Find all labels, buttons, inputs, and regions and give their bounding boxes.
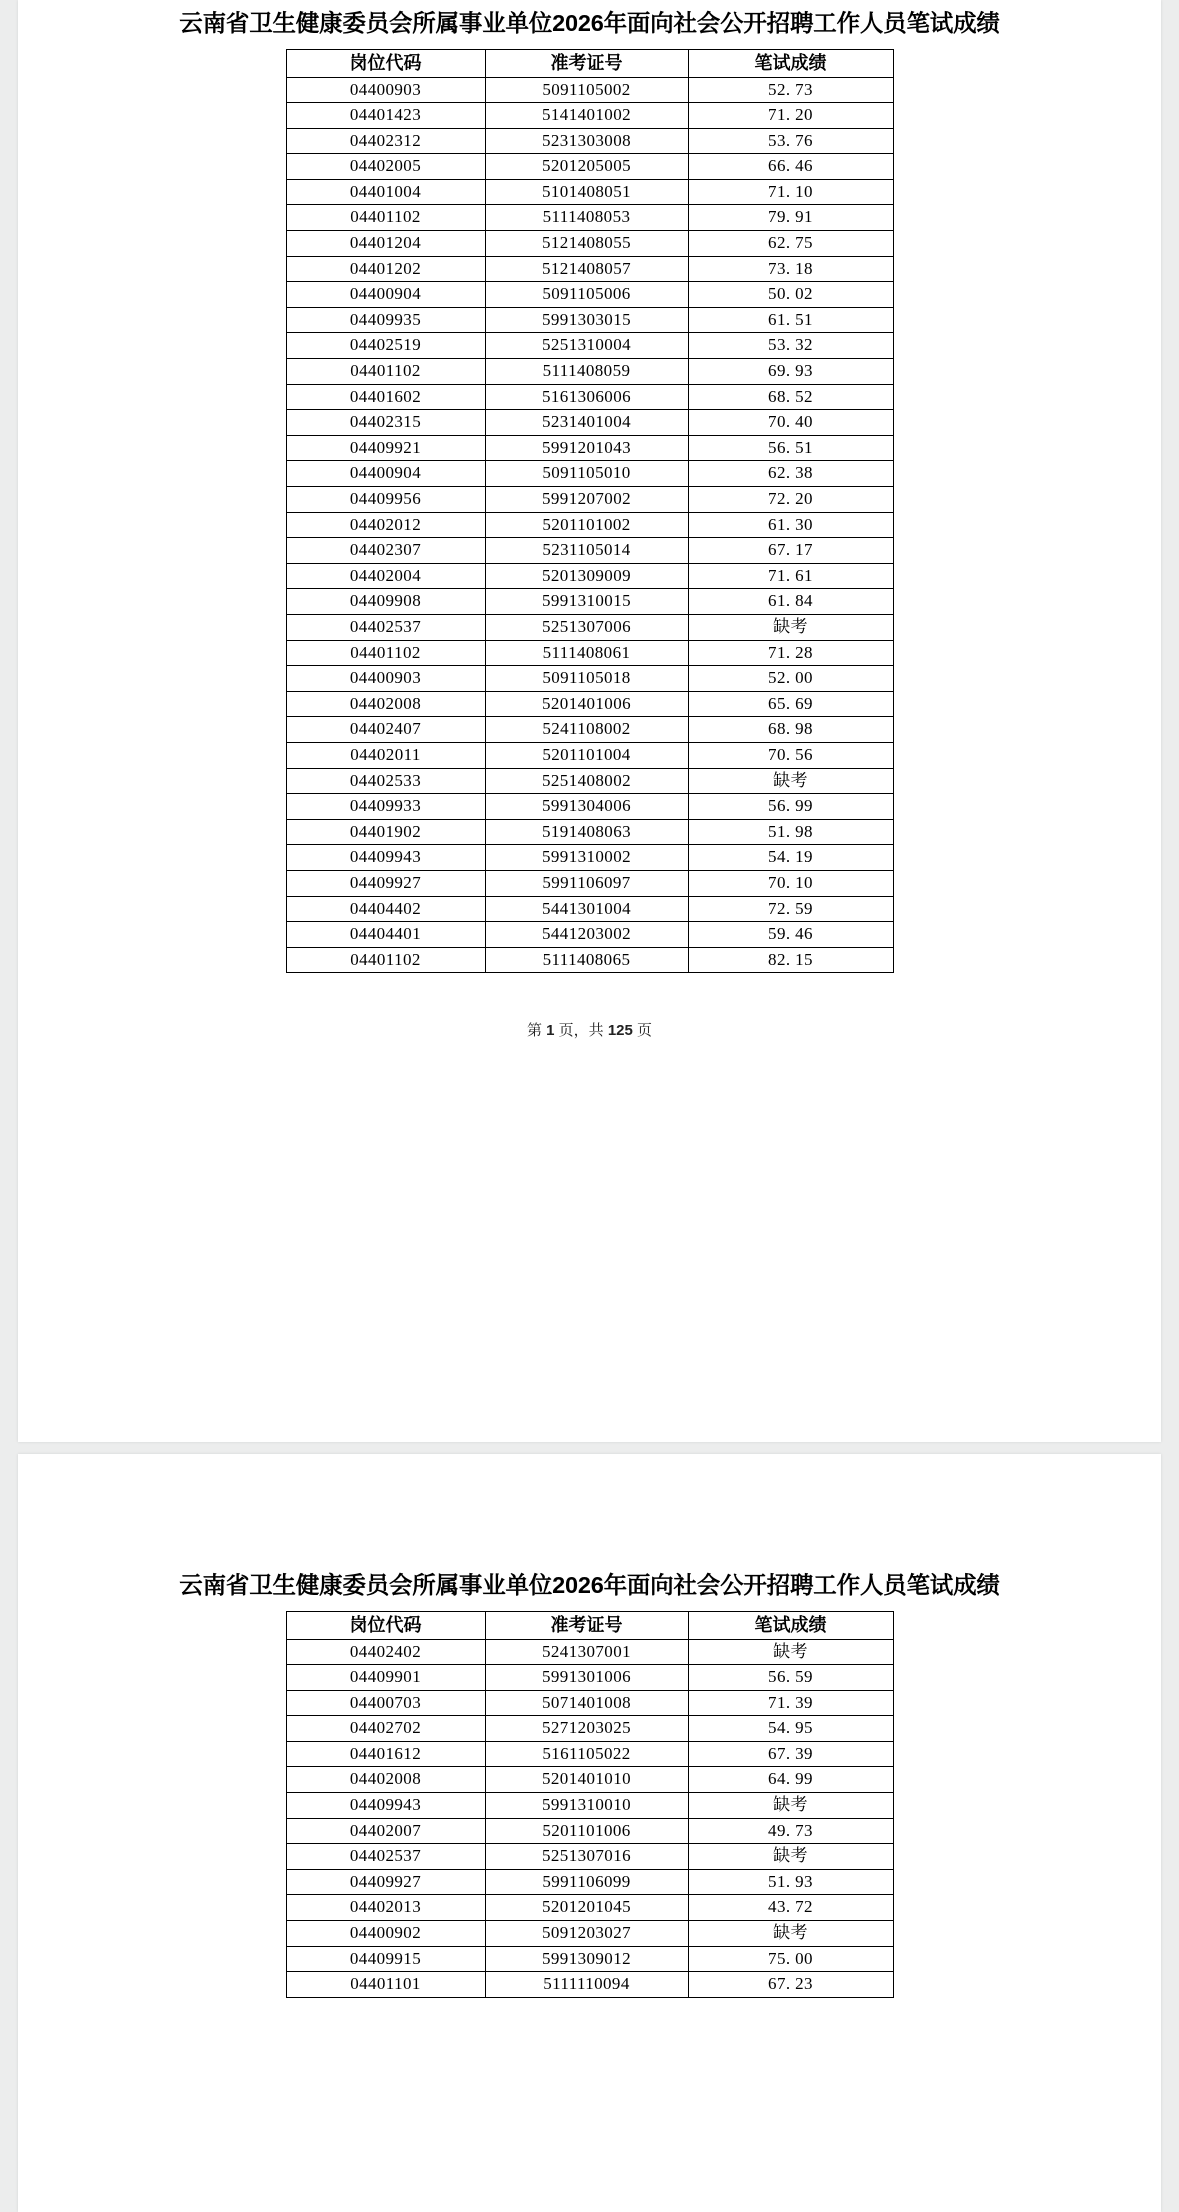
cell-written-score: 66. 46 [688, 154, 893, 180]
cell-job-code: 04401102 [286, 947, 485, 973]
cell-written-score: 68. 98 [688, 717, 893, 743]
table-row [286, 691, 893, 717]
cell-written-score: 82. 15 [688, 947, 893, 973]
cell-ticket-number: 5121408057 [485, 256, 688, 282]
column-header-ticket-number: 准考证号 [485, 49, 688, 77]
table-row [286, 1716, 893, 1742]
cell-written-score: 缺考 [688, 614, 893, 640]
footer-total-pages: 125 [607, 1022, 633, 1040]
table-body-page-1 [286, 77, 893, 973]
table-row [286, 717, 893, 743]
table-row [286, 77, 893, 103]
cell-written-score: 72. 20 [688, 487, 893, 513]
page-title: 云南省卫生健康委员会所属事业单位2026年面向社会公开招聘工作人员笔试成绩 [179, 10, 1000, 36]
table-row [286, 947, 893, 973]
cell-job-code: 04409921 [286, 435, 485, 461]
table-row [286, 128, 893, 154]
table-row [286, 614, 893, 640]
cell-job-code: 04409901 [286, 1665, 485, 1691]
table-row [286, 794, 893, 820]
cell-job-code: 04409943 [286, 845, 485, 871]
page-2-title-wrap [18, 1454, 1161, 1611]
cell-ticket-number: 5111408059 [485, 359, 688, 385]
table-row [286, 1665, 893, 1691]
cell-written-score: 62. 38 [688, 461, 893, 487]
cell-written-score: 53. 76 [688, 128, 893, 154]
cell-written-score: 56. 59 [688, 1665, 893, 1691]
cell-ticket-number: 5091105002 [485, 77, 688, 103]
cell-written-score: 70. 40 [688, 410, 893, 436]
cell-written-score: 70. 10 [688, 870, 893, 896]
cell-ticket-number: 5241108002 [485, 717, 688, 743]
cell-ticket-number: 5091105006 [485, 282, 688, 308]
table-row [286, 231, 893, 257]
table-row [286, 563, 893, 589]
cell-ticket-number: 5441301004 [485, 896, 688, 922]
cell-written-score: 71. 10 [688, 179, 893, 205]
cell-job-code: 04409943 [286, 1793, 485, 1819]
table-row [286, 461, 893, 487]
cell-ticket-number: 5271203025 [485, 1716, 688, 1742]
cell-job-code: 04402012 [286, 512, 485, 538]
table-row [286, 410, 893, 436]
table-row [286, 1741, 893, 1767]
column-header-job-code: 岗位代码 [286, 1611, 485, 1639]
cell-job-code: 04402307 [286, 538, 485, 564]
cell-ticket-number: 5231105014 [485, 538, 688, 564]
table-row [286, 1921, 893, 1947]
cell-written-score: 65. 69 [688, 691, 893, 717]
cell-job-code: 04409933 [286, 794, 485, 820]
cell-job-code: 04401902 [286, 819, 485, 845]
cell-ticket-number: 5101408051 [485, 179, 688, 205]
cell-ticket-number: 5991303015 [485, 307, 688, 333]
table-row [286, 1946, 893, 1972]
table-row [286, 1793, 893, 1819]
column-header-ticket-number: 准考证号 [485, 1611, 688, 1639]
table-row [286, 307, 893, 333]
table-row [286, 282, 893, 308]
cell-job-code: 04401602 [286, 384, 485, 410]
cell-job-code: 04401202 [286, 256, 485, 282]
cell-job-code: 04400703 [286, 1690, 485, 1716]
table-row [286, 768, 893, 794]
table-row [286, 154, 893, 180]
table-row [286, 1844, 893, 1870]
cell-job-code: 04409956 [286, 487, 485, 513]
table-row [286, 487, 893, 513]
cell-job-code: 04402008 [286, 1767, 485, 1793]
cell-written-score: 71. 61 [688, 563, 893, 589]
table-row [286, 205, 893, 231]
cell-written-score: 56. 51 [688, 435, 893, 461]
cell-job-code: 04400903 [286, 666, 485, 692]
cell-job-code: 04401101 [286, 1972, 485, 1998]
document-page-2 [18, 1454, 1161, 2212]
table-body-page-2 [286, 1639, 893, 1997]
cell-written-score: 61. 30 [688, 512, 893, 538]
cell-ticket-number: 5201101004 [485, 742, 688, 768]
cell-ticket-number: 5111110094 [485, 1972, 688, 1998]
table-row [286, 819, 893, 845]
page-1-title-wrap [18, 0, 1161, 49]
table-row [286, 640, 893, 666]
cell-ticket-number: 5251408002 [485, 768, 688, 794]
cell-written-score: 52. 00 [688, 666, 893, 692]
cell-ticket-number: 5201101006 [485, 1818, 688, 1844]
cell-job-code: 04402537 [286, 614, 485, 640]
cell-ticket-number: 5091203027 [485, 1921, 688, 1947]
table-row [286, 359, 893, 385]
footer-page-number: 1 [546, 1022, 555, 1040]
cell-ticket-number: 5121408055 [485, 231, 688, 257]
cell-written-score: 62. 75 [688, 231, 893, 257]
table-row [286, 179, 893, 205]
cell-ticket-number: 5111408061 [485, 640, 688, 666]
table-header-row [286, 49, 893, 77]
cell-ticket-number: 5201309009 [485, 563, 688, 589]
table-row [286, 742, 893, 768]
cell-written-score: 67. 23 [688, 1972, 893, 1998]
table-row [286, 512, 893, 538]
cell-job-code: 04402013 [286, 1895, 485, 1921]
cell-job-code: 04400903 [286, 77, 485, 103]
cell-job-code: 04409908 [286, 589, 485, 615]
cell-job-code: 04402537 [286, 1844, 485, 1870]
table-row [286, 256, 893, 282]
table-row [286, 538, 893, 564]
cell-written-score: 缺考 [688, 1793, 893, 1819]
cell-written-score: 61. 84 [688, 589, 893, 615]
cell-ticket-number: 5991304006 [485, 794, 688, 820]
cell-written-score: 73. 18 [688, 256, 893, 282]
cell-written-score: 49. 73 [688, 1818, 893, 1844]
cell-job-code: 04402011 [286, 742, 485, 768]
cell-ticket-number: 5991106099 [485, 1869, 688, 1895]
cell-written-score: 43. 72 [688, 1895, 893, 1921]
cell-job-code: 04400904 [286, 282, 485, 308]
cell-written-score: 67. 17 [688, 538, 893, 564]
table-row [286, 896, 893, 922]
cell-ticket-number: 5991201043 [485, 435, 688, 461]
cell-job-code: 04409927 [286, 870, 485, 896]
cell-written-score: 缺考 [688, 768, 893, 794]
cell-job-code: 04404401 [286, 922, 485, 948]
cell-ticket-number: 5231303008 [485, 128, 688, 154]
cell-ticket-number: 5111408053 [485, 205, 688, 231]
table-row [286, 1639, 893, 1665]
table-row [286, 589, 893, 615]
column-header-written-score: 笔试成绩 [688, 1611, 893, 1639]
cell-job-code: 04401004 [286, 179, 485, 205]
cell-job-code: 04402315 [286, 410, 485, 436]
cell-written-score: 56. 99 [688, 794, 893, 820]
cell-written-score: 缺考 [688, 1844, 893, 1870]
cell-written-score: 59. 46 [688, 922, 893, 948]
cell-job-code: 04402007 [286, 1818, 485, 1844]
table-row [286, 666, 893, 692]
cell-job-code: 04401102 [286, 205, 485, 231]
cell-ticket-number: 5191408063 [485, 819, 688, 845]
cell-job-code: 04402702 [286, 1716, 485, 1742]
cell-ticket-number: 5111408065 [485, 947, 688, 973]
cell-ticket-number: 5201205005 [485, 154, 688, 180]
cell-job-code: 04401612 [286, 1741, 485, 1767]
cell-job-code: 04409915 [286, 1946, 485, 1972]
page-1-footer [18, 1019, 1161, 1040]
cell-written-score: 67. 39 [688, 1741, 893, 1767]
cell-written-score: 52. 73 [688, 77, 893, 103]
cell-written-score: 68. 52 [688, 384, 893, 410]
cell-written-score: 54. 19 [688, 845, 893, 871]
score-table-page-2 [286, 1611, 894, 1998]
cell-job-code: 04401102 [286, 359, 485, 385]
cell-job-code: 04401102 [286, 640, 485, 666]
cell-ticket-number: 5201401006 [485, 691, 688, 717]
cell-written-score: 69. 93 [688, 359, 893, 385]
cell-job-code: 04409927 [286, 1869, 485, 1895]
cell-ticket-number: 5161306006 [485, 384, 688, 410]
cell-job-code: 04401204 [286, 231, 485, 257]
table-row [286, 1972, 893, 1998]
cell-written-score: 64. 99 [688, 1767, 893, 1793]
cell-job-code: 04401423 [286, 103, 485, 129]
cell-job-code: 04402407 [286, 717, 485, 743]
cell-ticket-number: 5251307016 [485, 1844, 688, 1870]
cell-ticket-number: 5991310015 [485, 589, 688, 615]
cell-job-code: 04402402 [286, 1639, 485, 1665]
table-row [286, 333, 893, 359]
cell-job-code: 04402312 [286, 128, 485, 154]
cell-written-score: 70. 56 [688, 742, 893, 768]
cell-written-score: 54. 95 [688, 1716, 893, 1742]
table-row [286, 1818, 893, 1844]
cell-ticket-number: 5991106097 [485, 870, 688, 896]
document-page-1 [18, 0, 1161, 1442]
cell-job-code: 04409935 [286, 307, 485, 333]
page-title: 云南省卫生健康委员会所属事业单位2026年面向社会公开招聘工作人员笔试成绩 [179, 1572, 1000, 1598]
score-table-page-1 [286, 49, 894, 974]
cell-job-code: 04400902 [286, 1921, 485, 1947]
table-row [286, 845, 893, 871]
cell-written-score: 71. 39 [688, 1690, 893, 1716]
footer-prefix: 第 [526, 1022, 542, 1040]
page-separator [0, 1442, 1179, 1454]
cell-written-score: 51. 98 [688, 819, 893, 845]
table-row [286, 1690, 893, 1716]
cell-ticket-number: 5251310004 [485, 333, 688, 359]
cell-ticket-number: 5991309012 [485, 1946, 688, 1972]
cell-ticket-number: 5071401008 [485, 1690, 688, 1716]
table-row [286, 435, 893, 461]
table-row [286, 1869, 893, 1895]
cell-ticket-number: 5091105010 [485, 461, 688, 487]
cell-ticket-number: 5091105018 [485, 666, 688, 692]
cell-written-score: 71. 28 [688, 640, 893, 666]
cell-ticket-number: 5241307001 [485, 1639, 688, 1665]
cell-job-code: 04404402 [286, 896, 485, 922]
cell-ticket-number: 5991310002 [485, 845, 688, 871]
cell-written-score: 79. 91 [688, 205, 893, 231]
cell-ticket-number: 5201401010 [485, 1767, 688, 1793]
table-row [286, 870, 893, 896]
cell-written-score: 50. 02 [688, 282, 893, 308]
footer-suffix: 页 [637, 1022, 653, 1040]
cell-written-score: 53. 32 [688, 333, 893, 359]
column-header-job-code: 岗位代码 [286, 49, 485, 77]
cell-ticket-number: 5991301006 [485, 1665, 688, 1691]
cell-written-score: 71. 20 [688, 103, 893, 129]
cell-ticket-number: 5441203002 [485, 922, 688, 948]
table-row [286, 1767, 893, 1793]
table-row [286, 922, 893, 948]
cell-job-code: 04402533 [286, 768, 485, 794]
footer-middle: 页，共 [558, 1022, 604, 1040]
cell-written-score: 75. 00 [688, 1946, 893, 1972]
table-row [286, 384, 893, 410]
cell-ticket-number: 5201201045 [485, 1895, 688, 1921]
cell-written-score: 缺考 [688, 1639, 893, 1665]
cell-ticket-number: 5141401002 [485, 103, 688, 129]
cell-ticket-number: 5161105022 [485, 1741, 688, 1767]
cell-written-score: 51. 93 [688, 1869, 893, 1895]
cell-ticket-number: 5251307006 [485, 614, 688, 640]
cell-written-score: 缺考 [688, 1921, 893, 1947]
cell-written-score: 61. 51 [688, 307, 893, 333]
column-header-written-score: 笔试成绩 [688, 49, 893, 77]
cell-job-code: 04402519 [286, 333, 485, 359]
cell-ticket-number: 5991310010 [485, 1793, 688, 1819]
table-row [286, 103, 893, 129]
cell-job-code: 04400904 [286, 461, 485, 487]
table-header-row [286, 1611, 893, 1639]
table-row [286, 1895, 893, 1921]
cell-job-code: 04402008 [286, 691, 485, 717]
cell-ticket-number: 5991207002 [485, 487, 688, 513]
cell-job-code: 04402004 [286, 563, 485, 589]
cell-written-score: 72. 59 [688, 896, 893, 922]
cell-ticket-number: 5201101002 [485, 512, 688, 538]
cell-job-code: 04402005 [286, 154, 485, 180]
cell-ticket-number: 5231401004 [485, 410, 688, 436]
